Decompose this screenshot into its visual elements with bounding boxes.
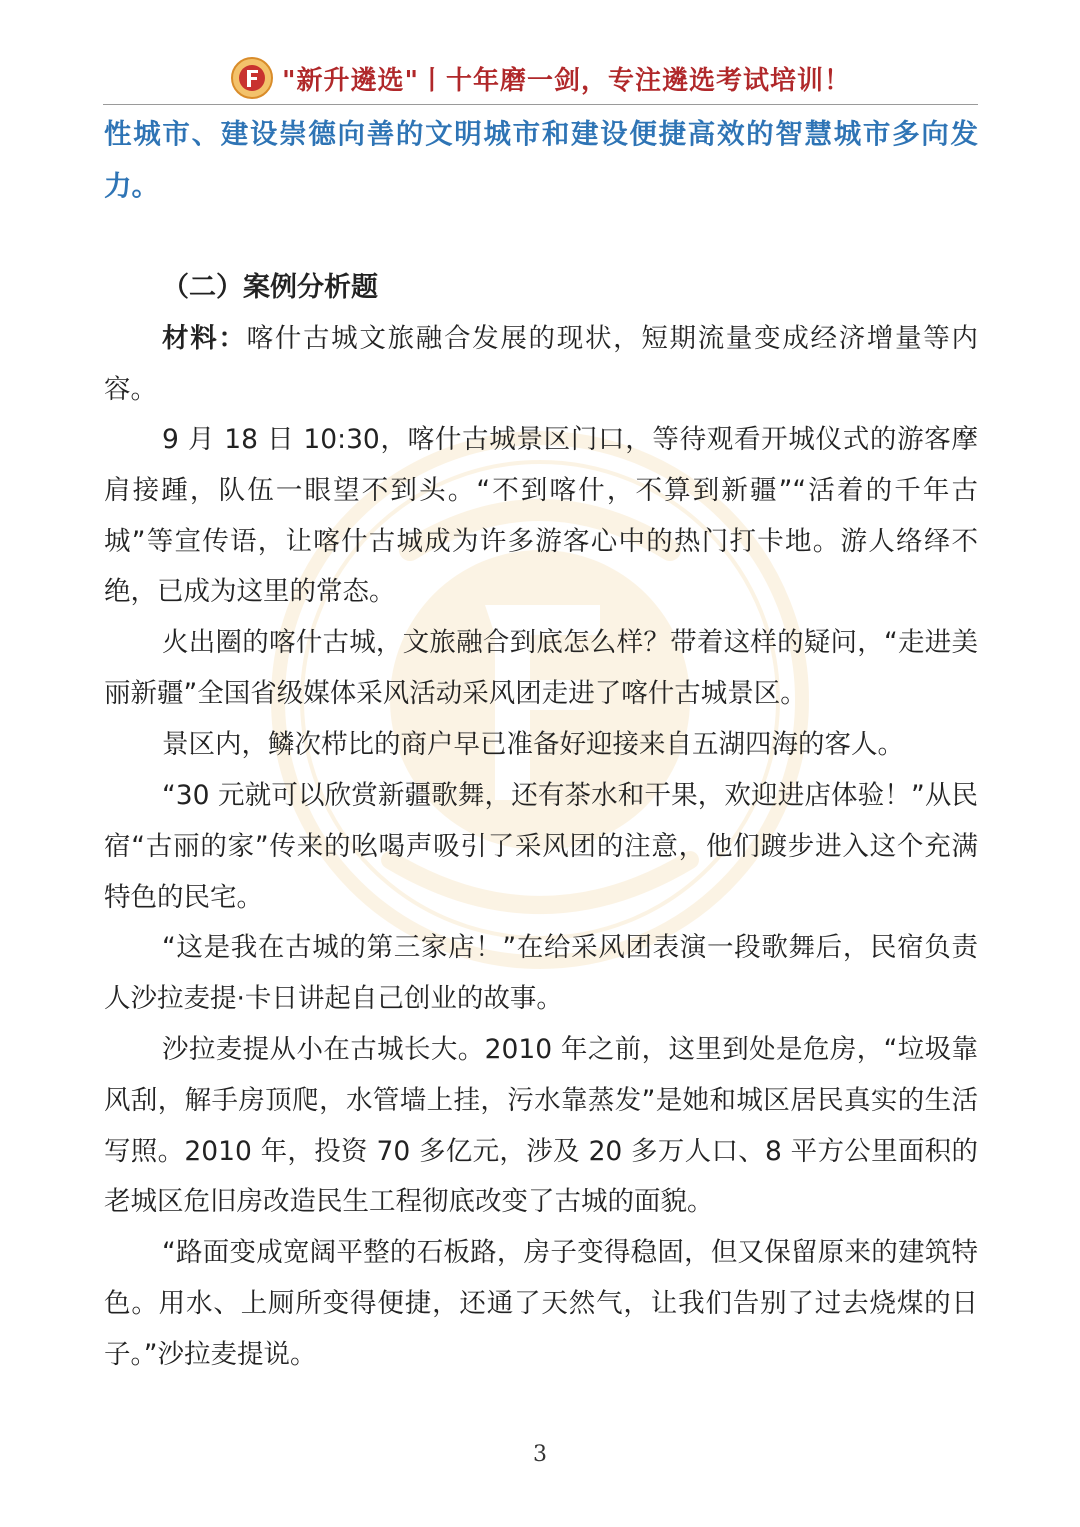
body-paragraph: 火出圈的喀什古城，文旅融合到底怎么样？带着这样的疑问，“走进美丽新疆”全国省级媒体采风活动采风团走进了喀什古城景区。	[104, 627, 978, 709]
page-header	[103, 56, 978, 105]
material-paragraph	[104, 314, 978, 416]
page-number: 3	[533, 1442, 547, 1467]
body-paragraph: “30 元就可以欣赏新疆歌舞，还有茶水和干果，欢迎进店体验！”从民宿“古丽的家”传来的吆喝声吸引了采风团的注意，他们踱步进入这个充满特色的民宅。	[104, 780, 978, 913]
header-slogan: "新升遴选"丨十年磨一剑，专注遴选考试培训！	[281, 65, 852, 96]
body-paragraph: “路面变成宽阔平整的石板路，房子变得稳固，但又保留原来的建筑特色。用水、上厕所变得便捷，还通了天然气，让我们告别了过去烧煤的日子。”沙拉麦提说。	[104, 1237, 978, 1370]
continuation-paragraph: 性城市、建设崇德向善的文明城市和建设便捷高效的智慧城市多向发力。	[104, 118, 978, 202]
body-paragraph: 沙拉麦提从小在古城长大。2010 年之前，这里到处是危房，“垃圾靠风刮，解手房顶爬，水管墙上挂，污水靠蒸发”是她和城区居民真实的生活写照。2010 年，投资 70 多亿元，涉及 20 多万人口、8 平方公里面积的老城区危旧房改造民生工程彻底改变了古城的面貌。	[104, 1034, 978, 1218]
body-paragraph: 景区内，鳞次栉比的商户早已准备好迎接来自五湖四海的客人。	[162, 729, 904, 760]
body-paragraph: 9 月 18 日 10:30，喀什古城景区门口，等待观看开城仪式的游客摩肩接踵，队伍一眼望不到头。“不到喀什，不算到新疆”“活着的千年古城”等宣传语，让喀什古城成为许多游客心中的热门打卡地。游人络绎不绝，已成为这里的常态。	[104, 424, 978, 608]
header-brand	[230, 56, 851, 100]
xinsheng-logo-icon	[230, 56, 274, 100]
section-title: （二）案例分析题	[162, 272, 378, 303]
material-text: 喀什古城文旅融合发展的现状，短期流量变成经济增量等内容。	[104, 323, 979, 405]
body-paragraph: “这是我在古城的第三家店！”在给采风团表演一段歌舞后，民宿负责人沙拉麦提·卡日讲起自己创业的故事。	[104, 932, 978, 1014]
material-label: 材料：	[162, 323, 247, 354]
